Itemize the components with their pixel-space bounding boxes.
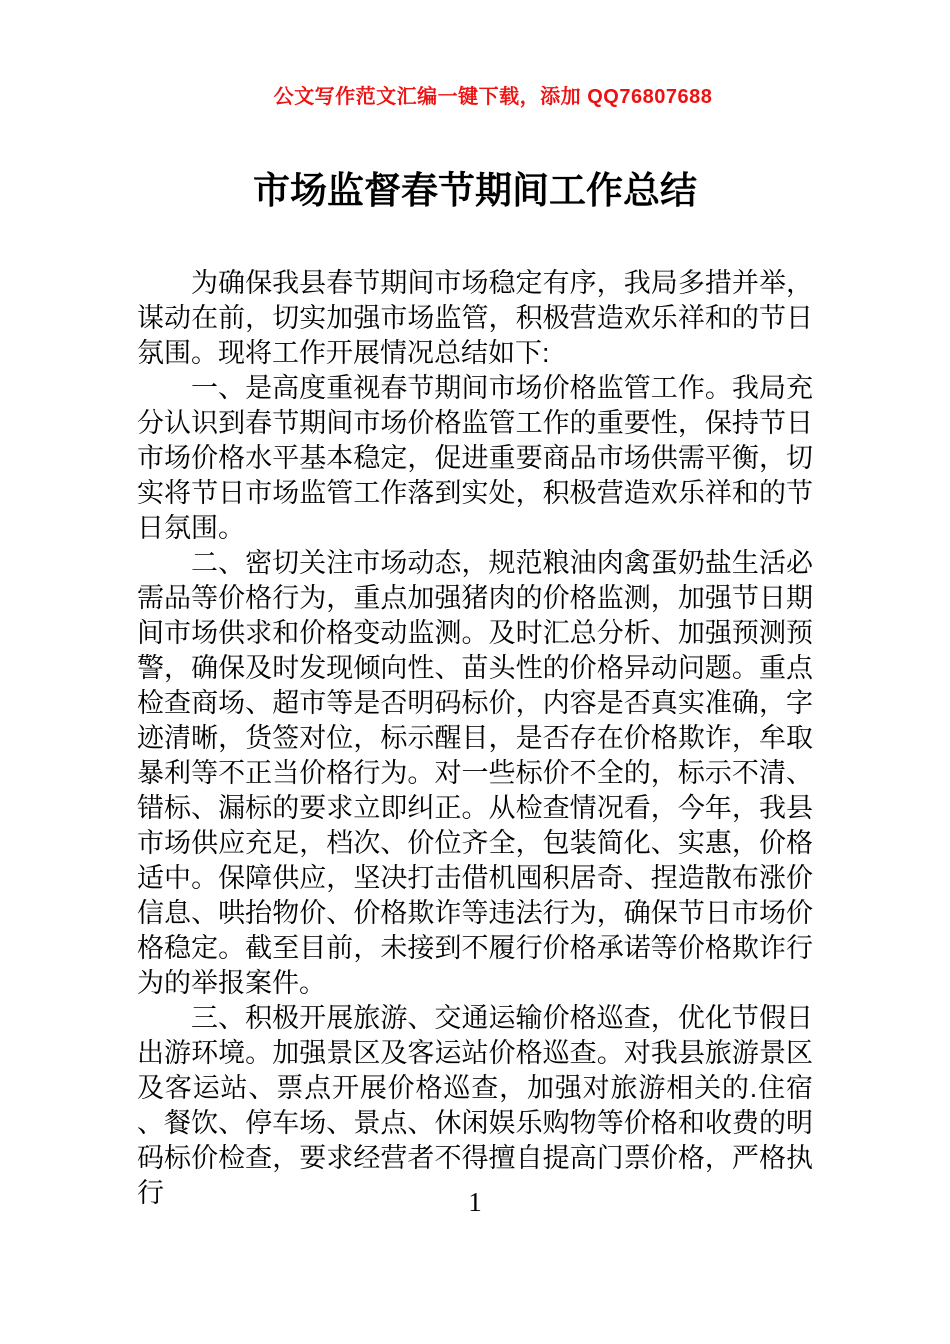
paragraph-section-1: 一、是高度重视春节期间市场价格监管工作。我局充分认识到春节期间市场价格监管工作的重要性，保持节日市场价格水平基本稳定，促进重要商品市场供需平衡，切实将节日市场监管工作落到实处，积极营造欢乐祥和的节日氛围。 xyxy=(137,373,813,543)
paragraph-intro: 为确保我县春节期间市场稳定有序，我局多措并举，谋动在前，切实加强市场监管，积极营造欢乐祥和的节日氛围。现将工作开展情况总结如下: xyxy=(137,268,813,368)
page-number: 1 xyxy=(468,1187,482,1217)
document-body xyxy=(137,266,813,1211)
paragraph-section-3: 三、积极开展旅游、交通运输价格巡查，优化节假日出游环境。加强景区及客运站价格巡查。对我县旅游景区及客运站、票点开展价格巡查，加强对旅游相关的.住宿、餐饮、停车场、景点、休闲娱乐购物等价格和收费的明码标价检查，要求经营者不得擅自提高门票价格，严格执行 xyxy=(137,1003,813,1208)
page-title: 市场监督春节期间工作总结 xyxy=(253,170,697,211)
paragraph-section-2: 二、密切关注市场动态，规范粮油肉禽蛋奶盐生活必需品等价格行为，重点加强猪肉的价格监测，加强节日期间市场供求和价格变动监测。及时汇总分析、加强预测预警，确保及时发现倾向性、苗头性的价格异动问题。重点检查商场、超市等是否明码标价，内容是否真实准确，字迹清晰，货签对位，标示醒目，是否存在价格欺诈，牟取暴利等不正当价格行为。对一些标价不全的，标示不清、错标、漏标的要求立即纠正。从检查情况看，今年，我县市场供应充足，档次、价位齐全，包装简化、实惠，价格适中。保障供应，坚决打击借机囤积居奇、捏造散布涨价信息、哄抬物价、价格欺诈等违法行为，确保节日市场价格稳定。截至目前，未接到不履行价格承诺等价格欺诈行为的举报案件。 xyxy=(137,548,813,998)
header-notice: 公文写作范文汇编一键下载，添加 QQ76807688 xyxy=(273,86,713,108)
